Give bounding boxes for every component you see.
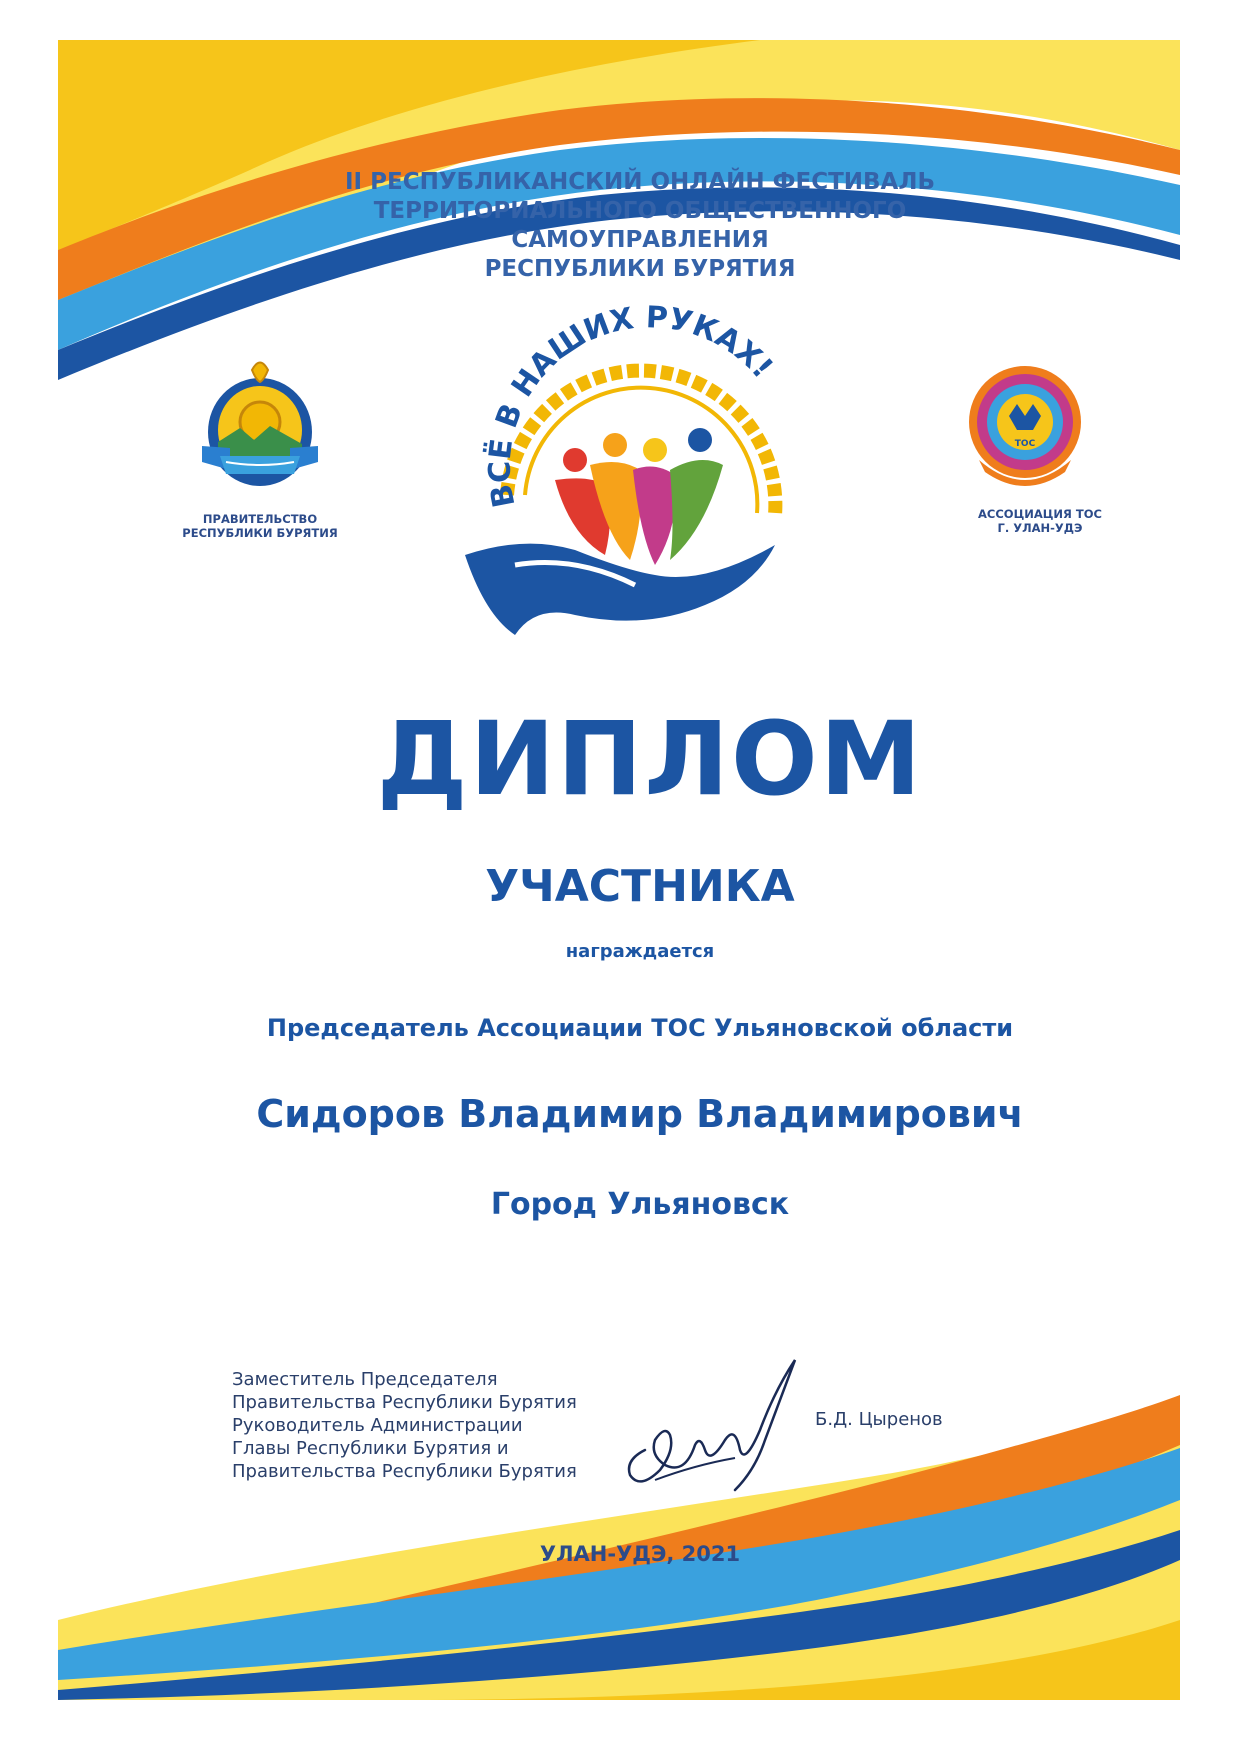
government-caption-line-1: ПРАВИТЕЛЬСТВО [202,512,318,526]
signer-name: Б.Д. Цыренов [815,1409,943,1430]
festival-title-line-2: ТЕРРИТОРИАЛЬНОГО ОБЩЕСТВЕННОГО САМОУПРАВЛЕНИЯ [373,198,907,253]
recipient-city: Город Ульяновск [490,1187,790,1222]
signer-title-line-5: Правительства Республики Бурятия [232,1461,577,1482]
festival-slogan: ВСЁ В НАШИХ РУКАХ! [482,300,780,511]
signer-title [232,1368,612,1483]
awarded-label: награждается [565,941,715,962]
signer-title-line-1: Заместитель Председателя [232,1369,498,1390]
association-caption [940,507,1140,535]
buryatia-coat-of-arms-icon [190,350,330,500]
recipient-name: Сидоров Владимир Владимирович [256,1092,1024,1136]
tos-association-emblem-icon [965,360,1085,490]
diploma-subtitle: УЧАСТНИКА [485,861,795,912]
signer-title-line-2: Правительства Республики Бурятия [232,1392,577,1413]
diploma-title: ДИПЛОМ [376,700,924,819]
government-caption-line-2: РЕСПУБЛИКИ БУРЯТИЯ [182,526,338,540]
place-and-year: УЛАН-УДЭ, 2021 [539,1542,741,1566]
government-caption [160,512,360,540]
festival-title-line-1: II РЕСПУБЛИКАНСКИЙ ОНЛАЙН ФЕСТИВАЛЬ [345,169,935,195]
recipient-position: Председатель Ассоциации ТОС Ульяновской области [266,1014,1014,1042]
festival-logo-icon [455,285,835,655]
association-caption-line-2: Г. УЛАН-УДЭ [997,521,1083,535]
signer-title-line-3: Руководитель Администрации [232,1415,523,1436]
svg-text:ТОС: ТОС [1014,439,1036,449]
festival-title [260,168,1020,284]
handwritten-signature-icon [615,1340,805,1510]
association-caption-line-1: АССОЦИАЦИЯ ТОС [978,507,1102,521]
festival-title-line-3: РЕСПУБЛИКИ БУРЯТИЯ [484,256,796,282]
signer-title-line-4: Главы Республики Бурятия и [232,1438,509,1459]
